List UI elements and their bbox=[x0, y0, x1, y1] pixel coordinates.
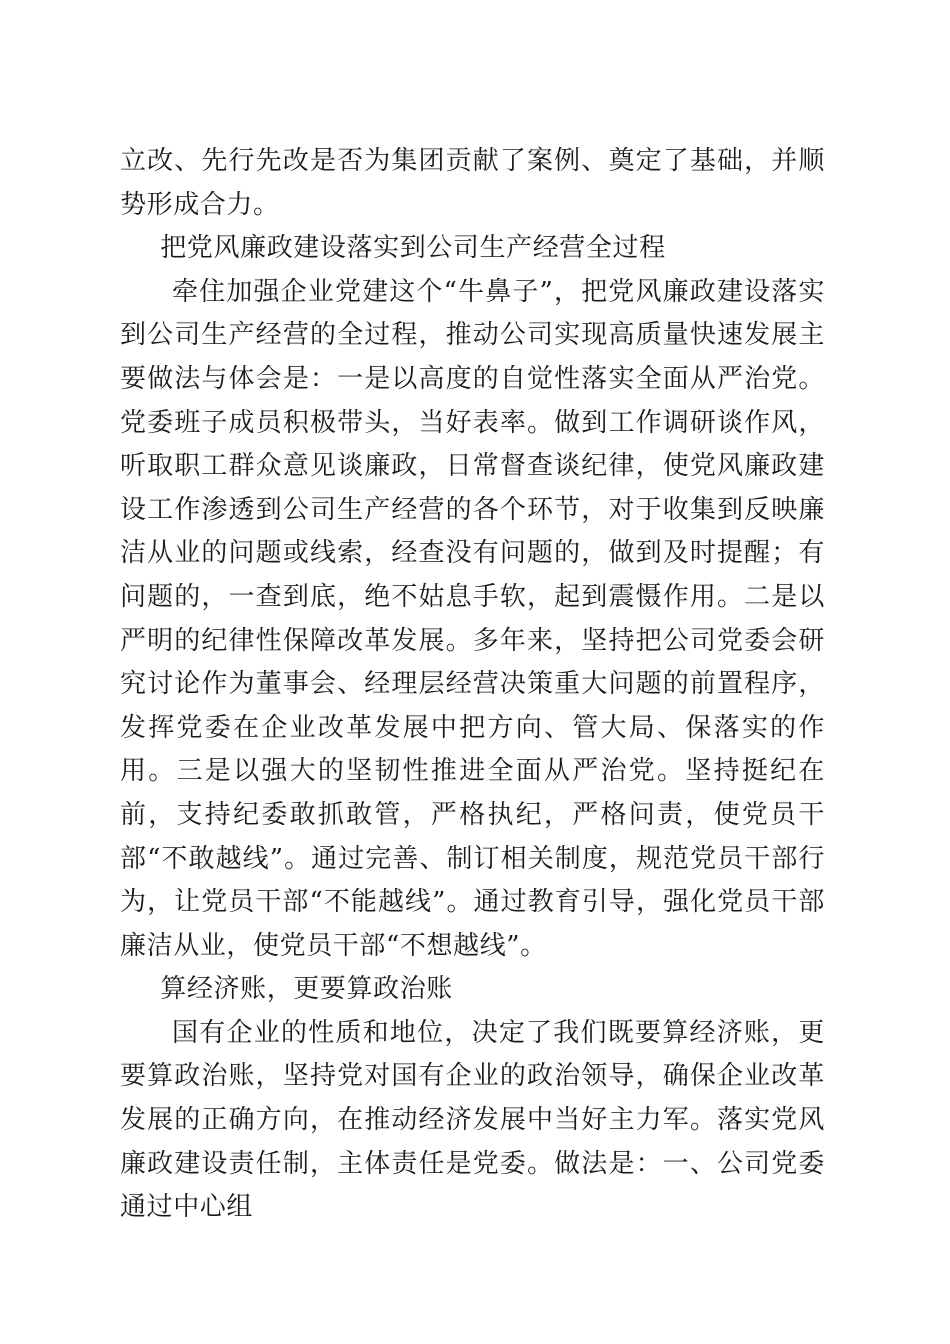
document-body bbox=[120, 140, 825, 1230]
section-heading: 把党风廉政建设落实到公司生产经营全过程 bbox=[160, 233, 666, 264]
section-heading: 算经济账，更要算政治账 bbox=[160, 974, 453, 1005]
body-paragraph: 牵住加强企业党建这个“牛鼻子”，把党风廉政建设落实到公司生产经营的全过程，推动公司实现高质量快速发展主要做法与体会是：一是以高度的自觉性落实全面从严治党。党委班子成员积极带头，当好表率。做到工作调研谈作风，听取职工群众意见谈廉政，日常督查谈纪律，使党风廉政建设工作渗透到公司生产经营的各个环节，对于收集到反映廉洁从业的问题或线索，经查没有问题的，做到及时提醒；有问题的，一查到底，绝不姑息手软，起到震慑作用。二是以严明的纪律性保障改革发展。多年来，坚持把公司党委会研究讨论作为董事会、经理层经营决策重大问题的前置程序，发挥党委在企业改革发展中把方向、管大局、保落实的作用。三是以强大的坚韧性推进全面从严治党。坚持挺纪在前，支持纪委敢抓敢管，严格执纪，严格问责，使党员干部“不敢越线”。通过完善、制订相关制度，规范党员干部行为，让党员干部“不能越线”。通过教育引导，强化党员干部廉洁从业，使党员干部“不想越线”。 bbox=[120, 276, 825, 961]
body-paragraph: 国有企业的性质和地位，决定了我们既要算经济账，更要算政治账，坚持党对国有企业的政治领导，确保企业改革发展的正确方向，在推动经济发展中当好主力军。落实党风廉政建设责任制，主体责任是党委。做法是：一、公司党委通过中心组 bbox=[120, 1017, 825, 1223]
paragraph-continued: 立改、先行先改是否为集团贡献了案例、奠定了基础，并顺势形成合力。 bbox=[120, 146, 825, 220]
